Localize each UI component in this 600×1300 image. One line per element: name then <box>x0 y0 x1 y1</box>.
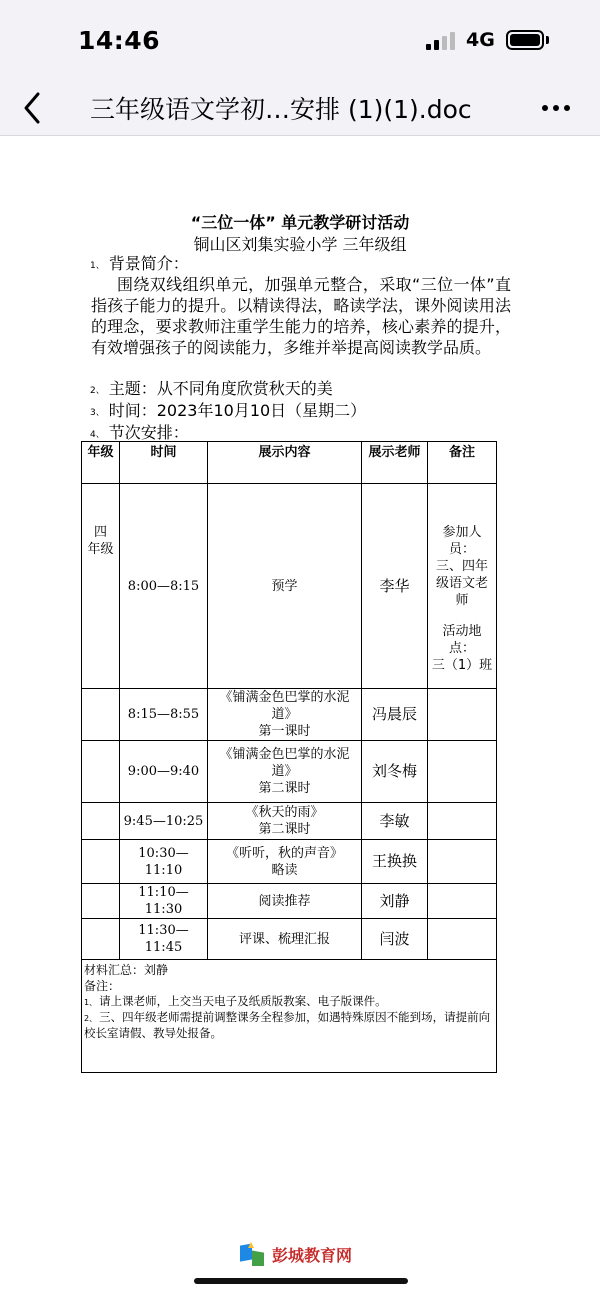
teacher-cell: 王换换 <box>362 840 428 884</box>
grade-cell <box>82 884 120 919</box>
notes-cell <box>428 803 497 840</box>
grade-cell <box>82 803 120 840</box>
time-cell: 11:30—11:45 <box>120 919 208 960</box>
section-number: 1、 <box>90 261 105 271</box>
table-row <box>82 919 497 960</box>
content-cell <box>208 484 362 689</box>
content-line: 第二课时 <box>258 781 311 796</box>
remark-item <box>84 1010 494 1041</box>
time-cell: 9:45—10:25 <box>120 803 208 840</box>
content-line: 《铺满金色巴掌的水泥道》 <box>219 690 350 722</box>
nav-bar <box>0 80 600 136</box>
grade-cell <box>82 919 120 960</box>
teacher-cell: 刘静 <box>362 884 428 919</box>
grade-cell <box>82 484 120 689</box>
section-theme <box>90 379 333 401</box>
section-background <box>90 254 189 276</box>
notes-cell <box>428 884 497 919</box>
content-cell <box>208 741 362 803</box>
grade-cell <box>82 741 120 803</box>
notes-cell <box>428 484 497 689</box>
chevron-left-icon <box>16 86 56 130</box>
remark-number: 2、 <box>84 1014 98 1023</box>
content-line: 预学 <box>271 578 298 594</box>
notes-cell <box>428 689 497 741</box>
teacher-cell: 闫波 <box>362 919 428 960</box>
remark-number: 1、 <box>84 998 98 1007</box>
teacher-cell: 李华 <box>362 484 428 689</box>
teacher-cell: 刘冬梅 <box>362 741 428 803</box>
background-paragraph: 围绕双线组织单元，加强单元整合，采取“三位一体”直指孩子能力的提升。以精读得法，略读学法，课外阅读用法的理念，要求教师注重学生能力的培养，核心素养的提升，有效增强孩子的阅读能力，多维并举提高阅读教学品质。 <box>91 275 511 357</box>
section-number: 4、 <box>90 430 105 440</box>
signal-icon <box>426 32 456 50</box>
table-row <box>82 741 497 803</box>
document-title: 三年级语文学初…安排 (1)(1).doc <box>90 95 472 124</box>
time-cell: 9:00—9:40 <box>120 741 208 803</box>
content-line: 评课、梳理汇报 <box>238 931 330 947</box>
table-row <box>82 484 497 689</box>
content-line: 第一课时 <box>258 724 311 739</box>
table-header-row <box>82 442 497 484</box>
table-footer <box>82 960 497 1073</box>
content-line: 阅读推荐 <box>258 893 311 909</box>
content-cell <box>208 840 362 884</box>
section-time <box>90 401 366 423</box>
time-cell: 10:30—11:10 <box>120 840 208 884</box>
content-line: 《听听，秋的声音》 <box>225 845 343 861</box>
note-label: 参加人员： <box>442 525 482 557</box>
status-bar <box>0 0 600 80</box>
watermark-text: 彭城教育网 <box>272 1246 353 1265</box>
note-label: 活动地点： <box>442 624 482 656</box>
table-row <box>82 884 497 919</box>
teacher-cell: 冯晨辰 <box>362 689 428 741</box>
remark-item <box>84 994 494 1010</box>
time-cell: 8:15—8:55 <box>120 689 208 741</box>
header-content: 展示内容 <box>208 442 362 484</box>
table-row <box>82 840 497 884</box>
header-time: 时间 <box>120 442 208 484</box>
battery-icon <box>506 30 544 50</box>
more-icon <box>536 90 576 126</box>
content-line: 第二课时 <box>258 822 311 837</box>
content-cell <box>208 919 362 960</box>
grade-line: 年级 <box>87 542 114 557</box>
remarks-label: 备注： <box>84 979 121 993</box>
teacher-cell: 李敏 <box>362 803 428 840</box>
content-cell <box>208 884 362 919</box>
header-grade: 年级 <box>82 442 120 484</box>
content-cell <box>208 803 362 840</box>
section-text: 主题：从不同角度欣赏秋天的美 <box>108 379 333 398</box>
note-value: 三、四年级语文老师 <box>435 559 488 608</box>
battery-tip <box>546 36 549 44</box>
notes-cell <box>428 840 497 884</box>
section-text: 节次安排： <box>108 423 189 442</box>
home-indicator[interactable] <box>194 1278 408 1284</box>
time-cell: 11:10—11:30 <box>120 884 208 919</box>
grade-cell <box>82 689 120 741</box>
section-label: 背景简介： <box>108 254 189 273</box>
doc-subheading: 铜山区刘集实验小学 三年级组 <box>193 235 407 254</box>
network-type: 4G <box>466 29 495 51</box>
header-teacher: 展示老师 <box>362 442 428 484</box>
time-cell: 8:00—8:15 <box>120 484 208 689</box>
more-button[interactable] <box>536 90 576 126</box>
table-row <box>82 803 497 840</box>
back-button[interactable] <box>16 86 56 130</box>
grade-line: 四 <box>93 525 107 540</box>
content-cell <box>208 689 362 741</box>
remark-text: 请上课老师，上交当天电子及纸质版教案、电子版课件。 <box>99 994 387 1008</box>
note-participants <box>430 524 494 609</box>
section-text: 时间：2023年10月10日（星期二） <box>108 401 367 420</box>
header-notes: 备注 <box>428 442 497 484</box>
note-location <box>430 623 494 674</box>
notes-cell <box>428 919 497 960</box>
status-time: 14:46 <box>78 26 161 55</box>
section-number: 3、 <box>90 408 105 418</box>
schedule-table <box>81 441 497 1073</box>
content-line: 《秋天的雨》 <box>245 805 324 820</box>
table-footer-row <box>82 960 497 1073</box>
doc-heading: “三位一体” 单元教学研讨活动 <box>190 213 410 232</box>
notes-cell <box>428 741 497 803</box>
content-line: 《铺满金色巴掌的水泥道》 <box>219 747 350 779</box>
materials-line: 材料汇总：刘静 <box>84 963 169 977</box>
table-row <box>82 689 497 741</box>
note-value: 三（1）班 <box>431 658 493 673</box>
remark-text: 三、四年级老师需提前调整课务全程参加，如遇特殊原因不能到场，请提前向校长室请假、教导处报备。 <box>84 1010 491 1040</box>
section-number: 2、 <box>90 386 105 396</box>
content-line: 略读 <box>271 862 298 878</box>
grade-cell <box>82 840 120 884</box>
